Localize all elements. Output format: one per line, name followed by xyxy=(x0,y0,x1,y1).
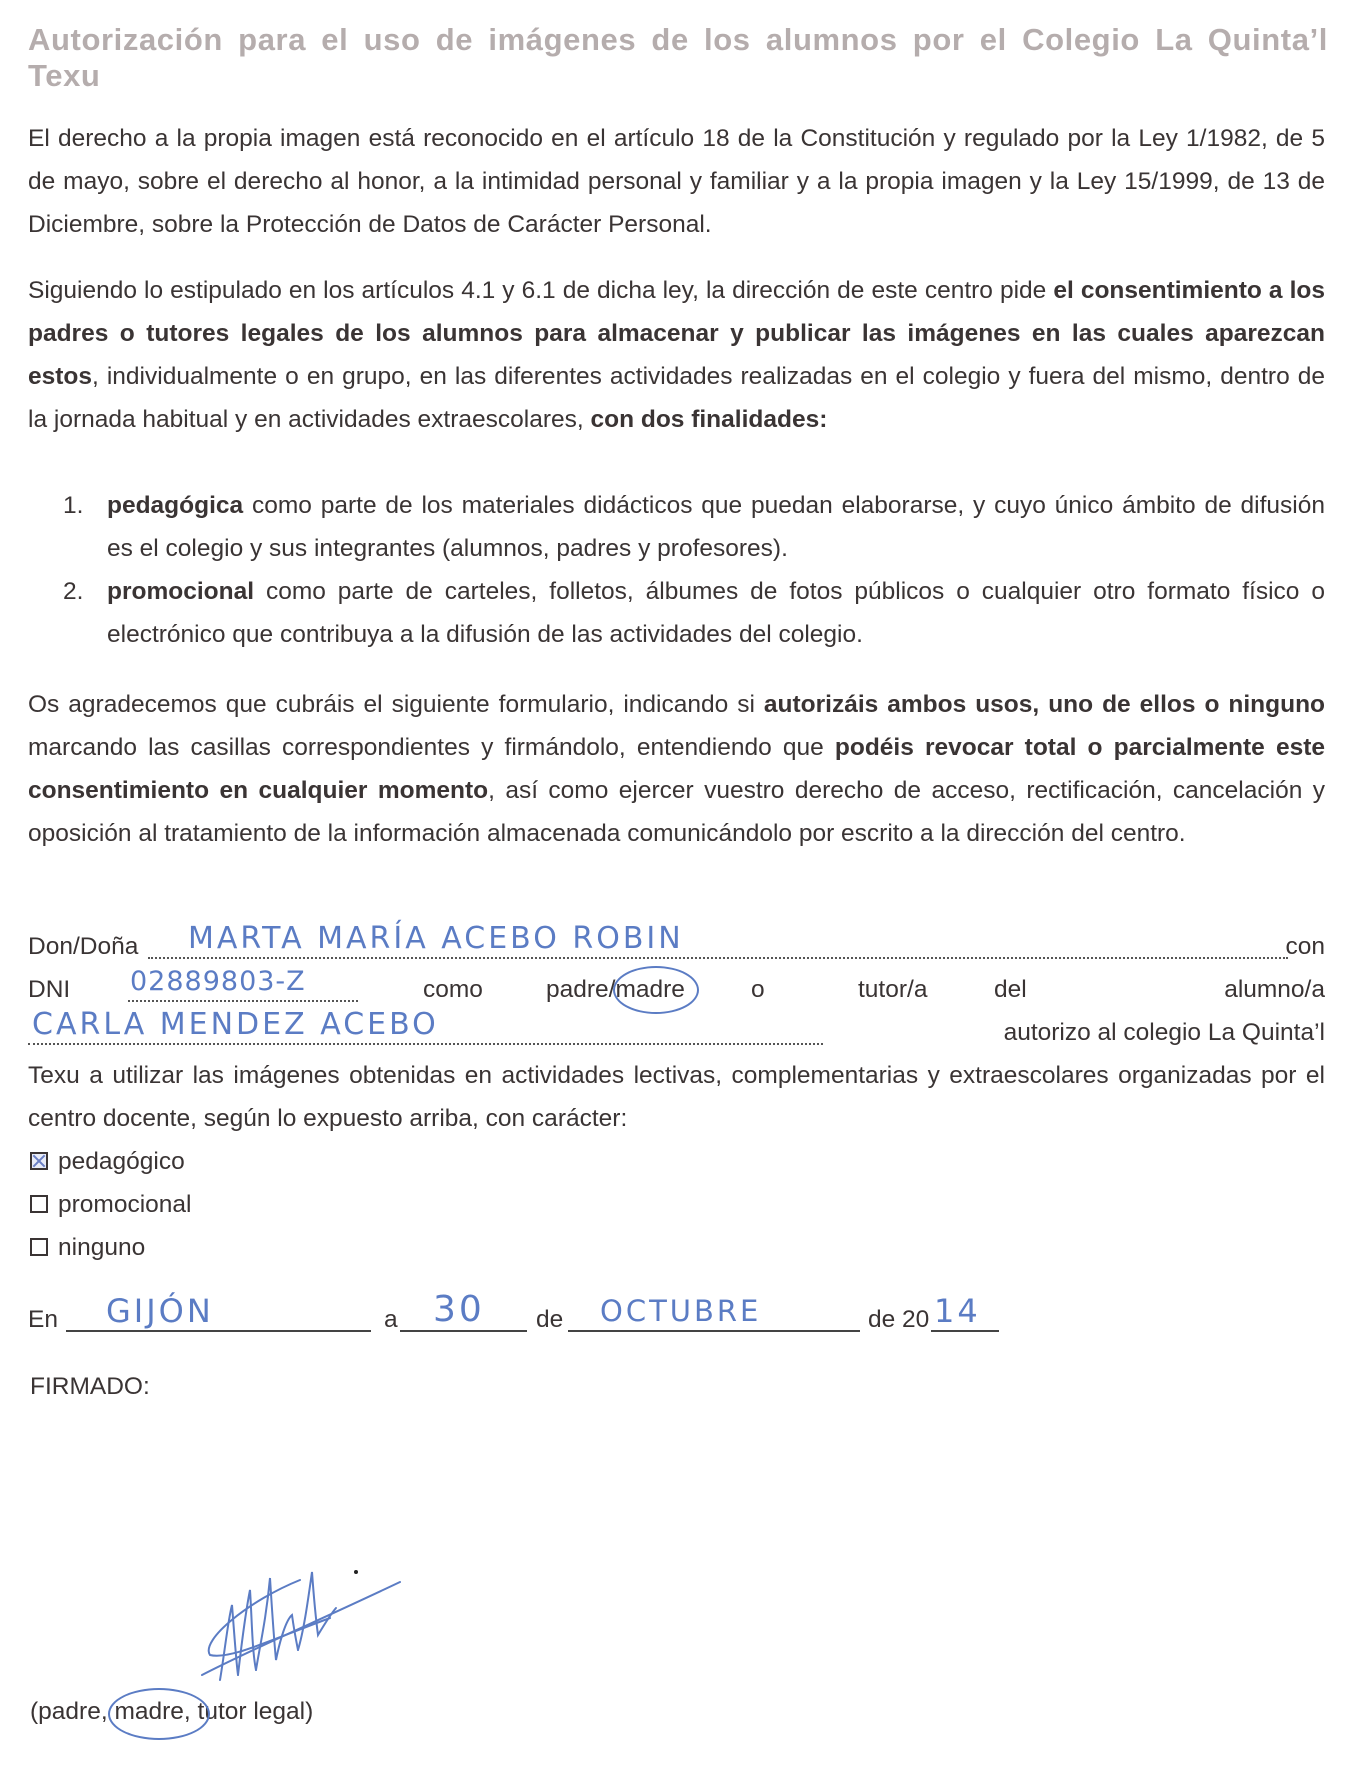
option-ninguno[interactable] xyxy=(30,1233,145,1263)
text: marcando las casillas correspondientes y firmándolo, entendiendo que xyxy=(28,734,835,761)
dni-field[interactable]: 02889803-Z xyxy=(130,966,306,997)
role-tutor: tutor legal) xyxy=(197,1698,314,1725)
del-label: del xyxy=(994,976,1027,1003)
como-label: como xyxy=(423,976,483,1003)
con-label: con xyxy=(1285,933,1325,960)
text: , individualmente o en grupo, en las diferentes actividades realizadas en el colegio y fuera del mismo, dentro de la jornada habitual y en actividades extraescolares, xyxy=(28,363,1325,433)
signer-role xyxy=(30,1697,313,1727)
paragraph-consent-request xyxy=(28,269,1325,441)
option-label: pedagógico xyxy=(58,1148,185,1175)
signature-dot xyxy=(354,1570,358,1574)
paragraph-legal-basis: El derecho a la propia imagen está reconocido en el artículo 18 de la Constitución y regulado por la Ley 1/1982, de 5 de mayo, sobre el derecho al honor, a la intimidad personal y familiar y a la propia imagen y la Ley 15/1999, de 13 de Diciembre, sobre la Protección de Datos de Carácter Personal. xyxy=(28,125,1325,238)
month-field[interactable]: OCTUBRE xyxy=(600,1294,762,1328)
city-field[interactable]: GIJÓN xyxy=(106,1292,214,1330)
authorization-text: Texu a utilizar las imágenes obtenidas en actividades lectivas, complementarias y extraescolares organizadas por el centro docente, según lo expuesto arriba, con carácter: xyxy=(28,1062,1325,1132)
bold-text: promocional xyxy=(107,578,255,605)
bold-text: el consentimiento a los padres o tutores legales de los alumnos para almacenar y publicar las imágenes en las cuales aparezcan estos xyxy=(28,277,1325,390)
role-madre-wrapper xyxy=(114,1698,190,1725)
a-label: a xyxy=(384,1306,398,1333)
madre-circle-mark xyxy=(613,966,699,1014)
list-number: 2. xyxy=(63,578,84,605)
form-row-place-date xyxy=(28,1289,1325,1341)
year-field[interactable]: 14 xyxy=(934,1292,981,1330)
checkbox-checked-icon[interactable] xyxy=(30,1152,48,1170)
en-label: En xyxy=(28,1306,58,1333)
tutor-label: tutor/a xyxy=(858,976,928,1003)
parent-name-field[interactable]: MARTA MARÍA ACEBO ROBIN xyxy=(188,921,684,956)
option-pedagogico[interactable] xyxy=(30,1147,185,1177)
madre-circle-mark xyxy=(108,1688,210,1740)
text: como parte de los materiales didácticos que puedan elaborarse, y cuyo único ámbito de difusión es el colegio y sus integrantes (alumnos, padres y profesores). xyxy=(107,492,1325,562)
document-title: Autorización para el uso de imágenes de los alumnos por el Colegio La Quinta’l Texu xyxy=(28,22,1328,93)
alumno-label: alumno/a xyxy=(1224,976,1325,1003)
signature-stroke xyxy=(256,1578,298,1670)
text: , así como ejercer vuestro derecho de acceso, rectificación, cancelación y oposición al tratamiento de la información almacenada comunicándolo por escrito a la dirección del centro. xyxy=(28,777,1325,847)
text: Siguiendo lo estipulado en los artículos 4.1 y 6.1 de dicha ley, la dirección de este centro pide xyxy=(28,277,1054,304)
dni-label: DNI xyxy=(28,976,71,1003)
text: como parte de carteles, folletos, álbumes de fotos públicos o cualquier otro formato físico o electrónico que contribuya a la difusión de las actividades del colegio. xyxy=(107,578,1325,648)
paragraph-form-instructions xyxy=(28,683,1325,855)
option-promocional[interactable] xyxy=(30,1190,191,1220)
checkbox-icon[interactable] xyxy=(30,1238,48,1256)
firmado-label: FIRMADO: xyxy=(30,1373,150,1400)
option-label: promocional xyxy=(58,1191,192,1218)
list-number: 1. xyxy=(63,492,84,519)
bold-text: pedagógica xyxy=(107,492,244,519)
year-label: de 20 xyxy=(868,1306,930,1333)
list-item-promocional xyxy=(63,570,1325,656)
role-madre: madre, xyxy=(114,1698,191,1725)
form-row-student xyxy=(28,1007,1325,1054)
don-label: Don/Doña xyxy=(28,933,139,960)
text: Os agradecemos que cubráis el siguiente formulario, indicando si xyxy=(28,691,764,718)
bold-text: podéis revocar total o parcialmente este consentimiento en cualquier momento xyxy=(28,734,1325,804)
option-label: ninguno xyxy=(58,1234,146,1261)
autorizo-label: autorizo al colegio La Quinta’l xyxy=(1003,1019,1325,1046)
padre-madre-label: padre/madre xyxy=(546,976,685,1003)
signature-stroke xyxy=(238,1590,256,1675)
student-name-field[interactable]: CARLA MENDEZ ACEBO xyxy=(32,1007,439,1042)
bold-text: autorizáis ambos usos, uno de ellos o ninguno xyxy=(763,691,1326,718)
list-item-pedagogica xyxy=(63,484,1325,570)
signature-stroke xyxy=(298,1572,336,1650)
o-label: o xyxy=(751,976,765,1003)
signature-image xyxy=(190,1560,420,1710)
bold-text: con dos finalidades: xyxy=(590,406,828,433)
checkbox-icon[interactable] xyxy=(30,1195,48,1213)
role-padre: (padre, xyxy=(30,1698,108,1725)
day-field[interactable]: 30 xyxy=(433,1289,485,1330)
de-label: de xyxy=(536,1306,564,1333)
